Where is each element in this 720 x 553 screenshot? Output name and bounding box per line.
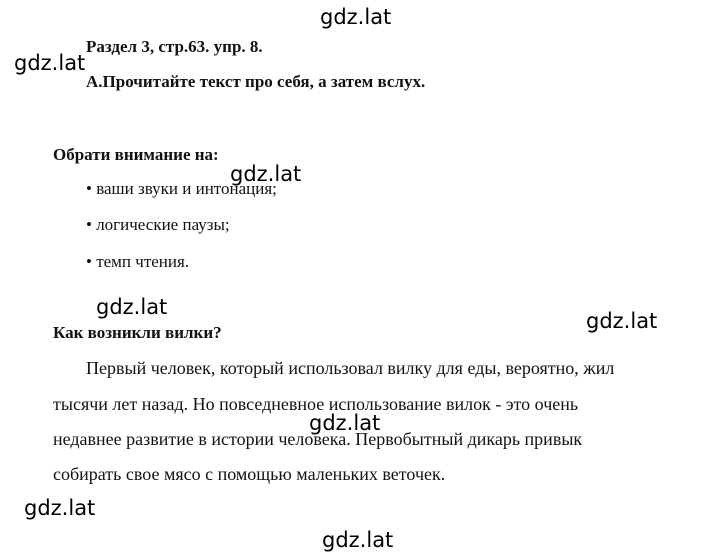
attention-item: • ваши звуки и интонация; — [86, 179, 277, 198]
watermark: gdz.lat — [96, 295, 168, 319]
watermark: gdz.lat — [230, 162, 302, 186]
task-instruction: А.Прочитайте текст про себя, а затем вслух. — [86, 72, 426, 91]
section-reference: Раздел 3, стр.63. упр. 8. — [86, 37, 263, 56]
attention-item: • темп чтения. — [86, 252, 190, 271]
watermark: gdz.lat — [14, 51, 86, 75]
watermark: gdz.lat — [24, 496, 96, 520]
article-line: недавнее развитие в истории человека. Первобытный дикарь привык — [53, 429, 583, 449]
article-line: тысячи лет назад. Но повседневное использование вилок - это очень — [53, 394, 579, 414]
watermark: gdz.lat — [320, 5, 392, 29]
article-line: собирать свое мясо с помощью маленьких веточек. — [53, 464, 446, 484]
watermark: gdz.lat — [586, 309, 658, 333]
watermark: gdz.lat — [309, 411, 381, 435]
attention-title: Обрати внимание на: — [53, 145, 219, 164]
article-line: Первый человек, который использовал вилку для еды, вероятно, жил — [86, 358, 615, 378]
watermark: gdz.lat — [322, 528, 394, 552]
attention-item: • логические паузы; — [86, 215, 230, 234]
article-title: Как возникли вилки? — [53, 323, 222, 342]
